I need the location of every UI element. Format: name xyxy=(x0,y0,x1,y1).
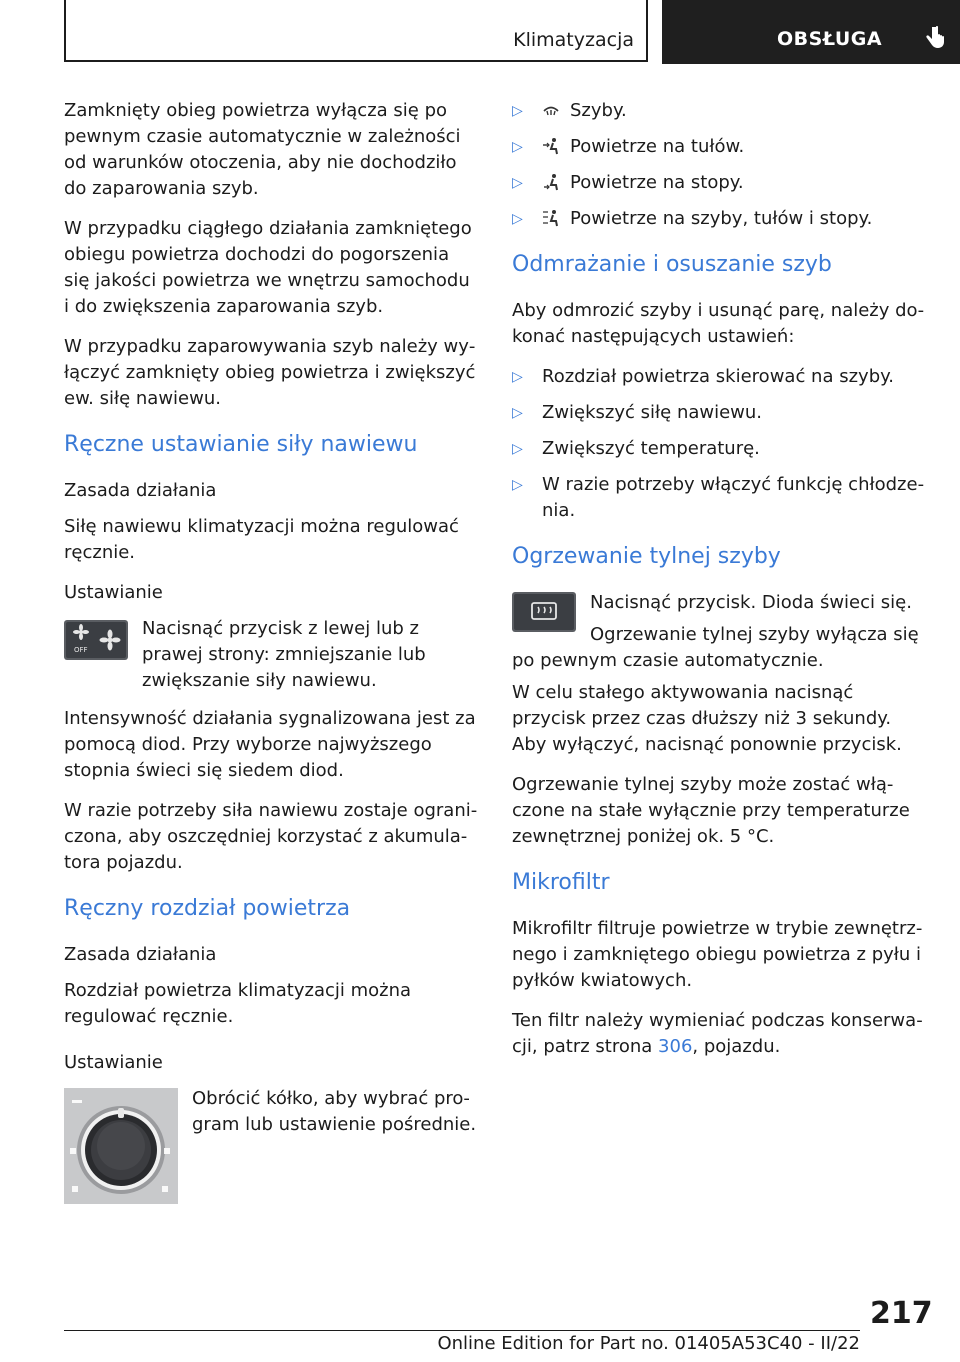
paragraph: Ogrzewanie tylnej szyby może zostać włączone na stałe wyłącznie przy temperaturze zewnętrznej poniżej ok. 5 °C. xyxy=(512,774,910,847)
heading-air-distribution: Ręczny rozdział powietrza xyxy=(64,896,351,921)
airflow-options-list xyxy=(512,98,930,232)
filter-text-before: Ten filtr należy wymieniać podczas konserwacji, patrz strona xyxy=(512,1010,923,1057)
list-item xyxy=(512,98,930,124)
footwell-airflow-icon xyxy=(542,173,560,191)
heading-fan-speed: Ręczne ustawianie siły nawiewu xyxy=(64,432,418,457)
airflow-option-label: Szyby. xyxy=(570,100,627,121)
paragraph: Obrócić kółko, aby wybrać program lub ustawienie pośrednie. xyxy=(192,1088,477,1135)
page-reference-link[interactable]: 306 xyxy=(658,1036,693,1057)
paragraph: Nacisnąć przycisk. Dioda świeci się. xyxy=(590,592,912,613)
bullet-triangle-icon: ▷ xyxy=(512,477,523,493)
fan-button-image xyxy=(64,620,128,664)
paragraph: W celu stałego aktywowania nacisnąć przycisk przez czas dłuższy niż 3 sekundy. Aby wyłączyć, nacisnąć ponownie przycisk. xyxy=(512,682,902,755)
defrost-step-text: Rozdział powietrza skierować na szyby. xyxy=(542,366,894,387)
rear-defrost-button-image xyxy=(512,592,576,636)
list-item xyxy=(512,400,930,426)
paragraph: Siłę nawiewu klimatyzacji można regulować ręcznie. xyxy=(64,516,459,563)
paragraph: Rozdział powietrza klimatyzacji można regulować ręcznie. xyxy=(64,980,412,1027)
subheading-setting: Ustawianie xyxy=(64,582,163,603)
bullet-triangle-icon: ▷ xyxy=(512,175,523,191)
edition-info: Online Edition for Part no. 01405A53C40 - II/22 xyxy=(437,1333,860,1354)
subheading-principle: Zasada działania xyxy=(64,944,217,965)
rear-heating-block xyxy=(512,590,930,680)
paragraph: Intensywność działania sygnalizowana jest za pomocą diod. Przy wyborze najwyższego stopnia świeci się siedem diod. xyxy=(64,708,476,781)
pointing-hand-icon xyxy=(924,26,946,56)
fan-setting-block xyxy=(64,616,480,700)
defrost-step-text: Zwiększyć siłę nawiewu. xyxy=(542,402,763,423)
heading-microfilter: Mikrofiltr xyxy=(512,870,610,895)
paragraph xyxy=(512,1008,930,1060)
list-item xyxy=(512,206,930,232)
list-item xyxy=(512,134,930,160)
airflow-option-label: Powietrze na szyby, tułów i stopy. xyxy=(570,208,873,229)
distribution-dial-image xyxy=(64,1088,178,1208)
subheading-principle: Zasada działania xyxy=(64,480,217,501)
subheading-setting: Ustawianie xyxy=(64,1052,163,1073)
airflow-option-label: Powietrze na tułów. xyxy=(570,136,745,157)
paragraph: Zamknięty obieg powietrza wyłącza się po pewnym czasie automatycznie w zależności od warunków otoczenia, aby nie dochodziło do zaparowania szyb. xyxy=(64,100,461,199)
bullet-triangle-icon: ▷ xyxy=(512,369,523,385)
all-zones-airflow-icon xyxy=(542,209,560,227)
paragraph: Ogrzewanie tylnej szyby wyłącza się po pewnym czasie automatycznie. xyxy=(512,624,919,671)
right-column xyxy=(512,98,930,1074)
defrost-steps-list xyxy=(512,364,930,524)
filter-text-after: , pojazdu. xyxy=(692,1036,781,1057)
list-item xyxy=(512,472,930,524)
chapter-tab[interactable] xyxy=(662,0,960,64)
windshield-airflow-icon xyxy=(542,101,560,119)
paragraph: W razie potrzeby siła nawiewu zostaje ograniczona, aby oszczędniej korzystać z akumulatora pojazdu. xyxy=(64,800,478,873)
defrost-step-text: W razie potrzeby włączyć funkcję chłodzenia. xyxy=(542,474,925,521)
defrost-step-text: Zwiększyć temperaturę. xyxy=(542,438,760,459)
paragraph: W przypadku zaparowywania szyb należy wyłączyć zamknięty obieg powietrza i zwiększyć ew. siłę nawiewu. xyxy=(64,336,476,409)
paragraph: Nacisnąć przycisk z lewej lub z prawej strony: zmniejszanie lub zwiększanie siły nawiewu. xyxy=(142,618,426,691)
airflow-option-label: Powietrze na stopy. xyxy=(570,172,744,193)
list-item xyxy=(512,436,930,462)
bullet-triangle-icon: ▷ xyxy=(512,211,523,227)
heading-defrost: Odmrażanie i osuszanie szyb xyxy=(512,252,832,277)
upper-body-airflow-icon xyxy=(542,137,560,155)
header-section-box xyxy=(64,0,648,62)
section-title: Klimatyzacja xyxy=(513,29,634,51)
list-item xyxy=(512,170,930,196)
paragraph: Aby odmrozić szyby i usunąć parę, należy dokonać następujących ustawień: xyxy=(512,300,925,347)
page-number: 217 xyxy=(870,1296,933,1331)
bullet-triangle-icon: ▷ xyxy=(512,139,523,155)
distribution-setting-block xyxy=(64,1086,480,1214)
list-item xyxy=(512,364,930,390)
footer-divider xyxy=(64,1330,860,1331)
chapter-tab-label: OBSŁUGA xyxy=(777,28,883,50)
left-column xyxy=(64,98,480,1220)
fan-button-off-label: OFF xyxy=(74,646,88,654)
bullet-triangle-icon: ▷ xyxy=(512,103,523,119)
bullet-triangle-icon: ▷ xyxy=(512,441,523,457)
paragraph: W przypadku ciągłego działania zamkniętego obiegu powietrza dochodzi do pogorszenia się jakości powietrza we wnętrzu samochodu i do zwiększenia zaparowania szyb. xyxy=(64,218,472,317)
paragraph: Mikrofiltr filtruje powietrze w trybie zewnętrznego i zamkniętego obiegu powietrza z pyłu i pyłków kwiatowych. xyxy=(512,918,923,991)
heading-rear-window-heating: Ogrzewanie tylnej szyby xyxy=(512,544,781,569)
bullet-triangle-icon: ▷ xyxy=(512,405,523,421)
